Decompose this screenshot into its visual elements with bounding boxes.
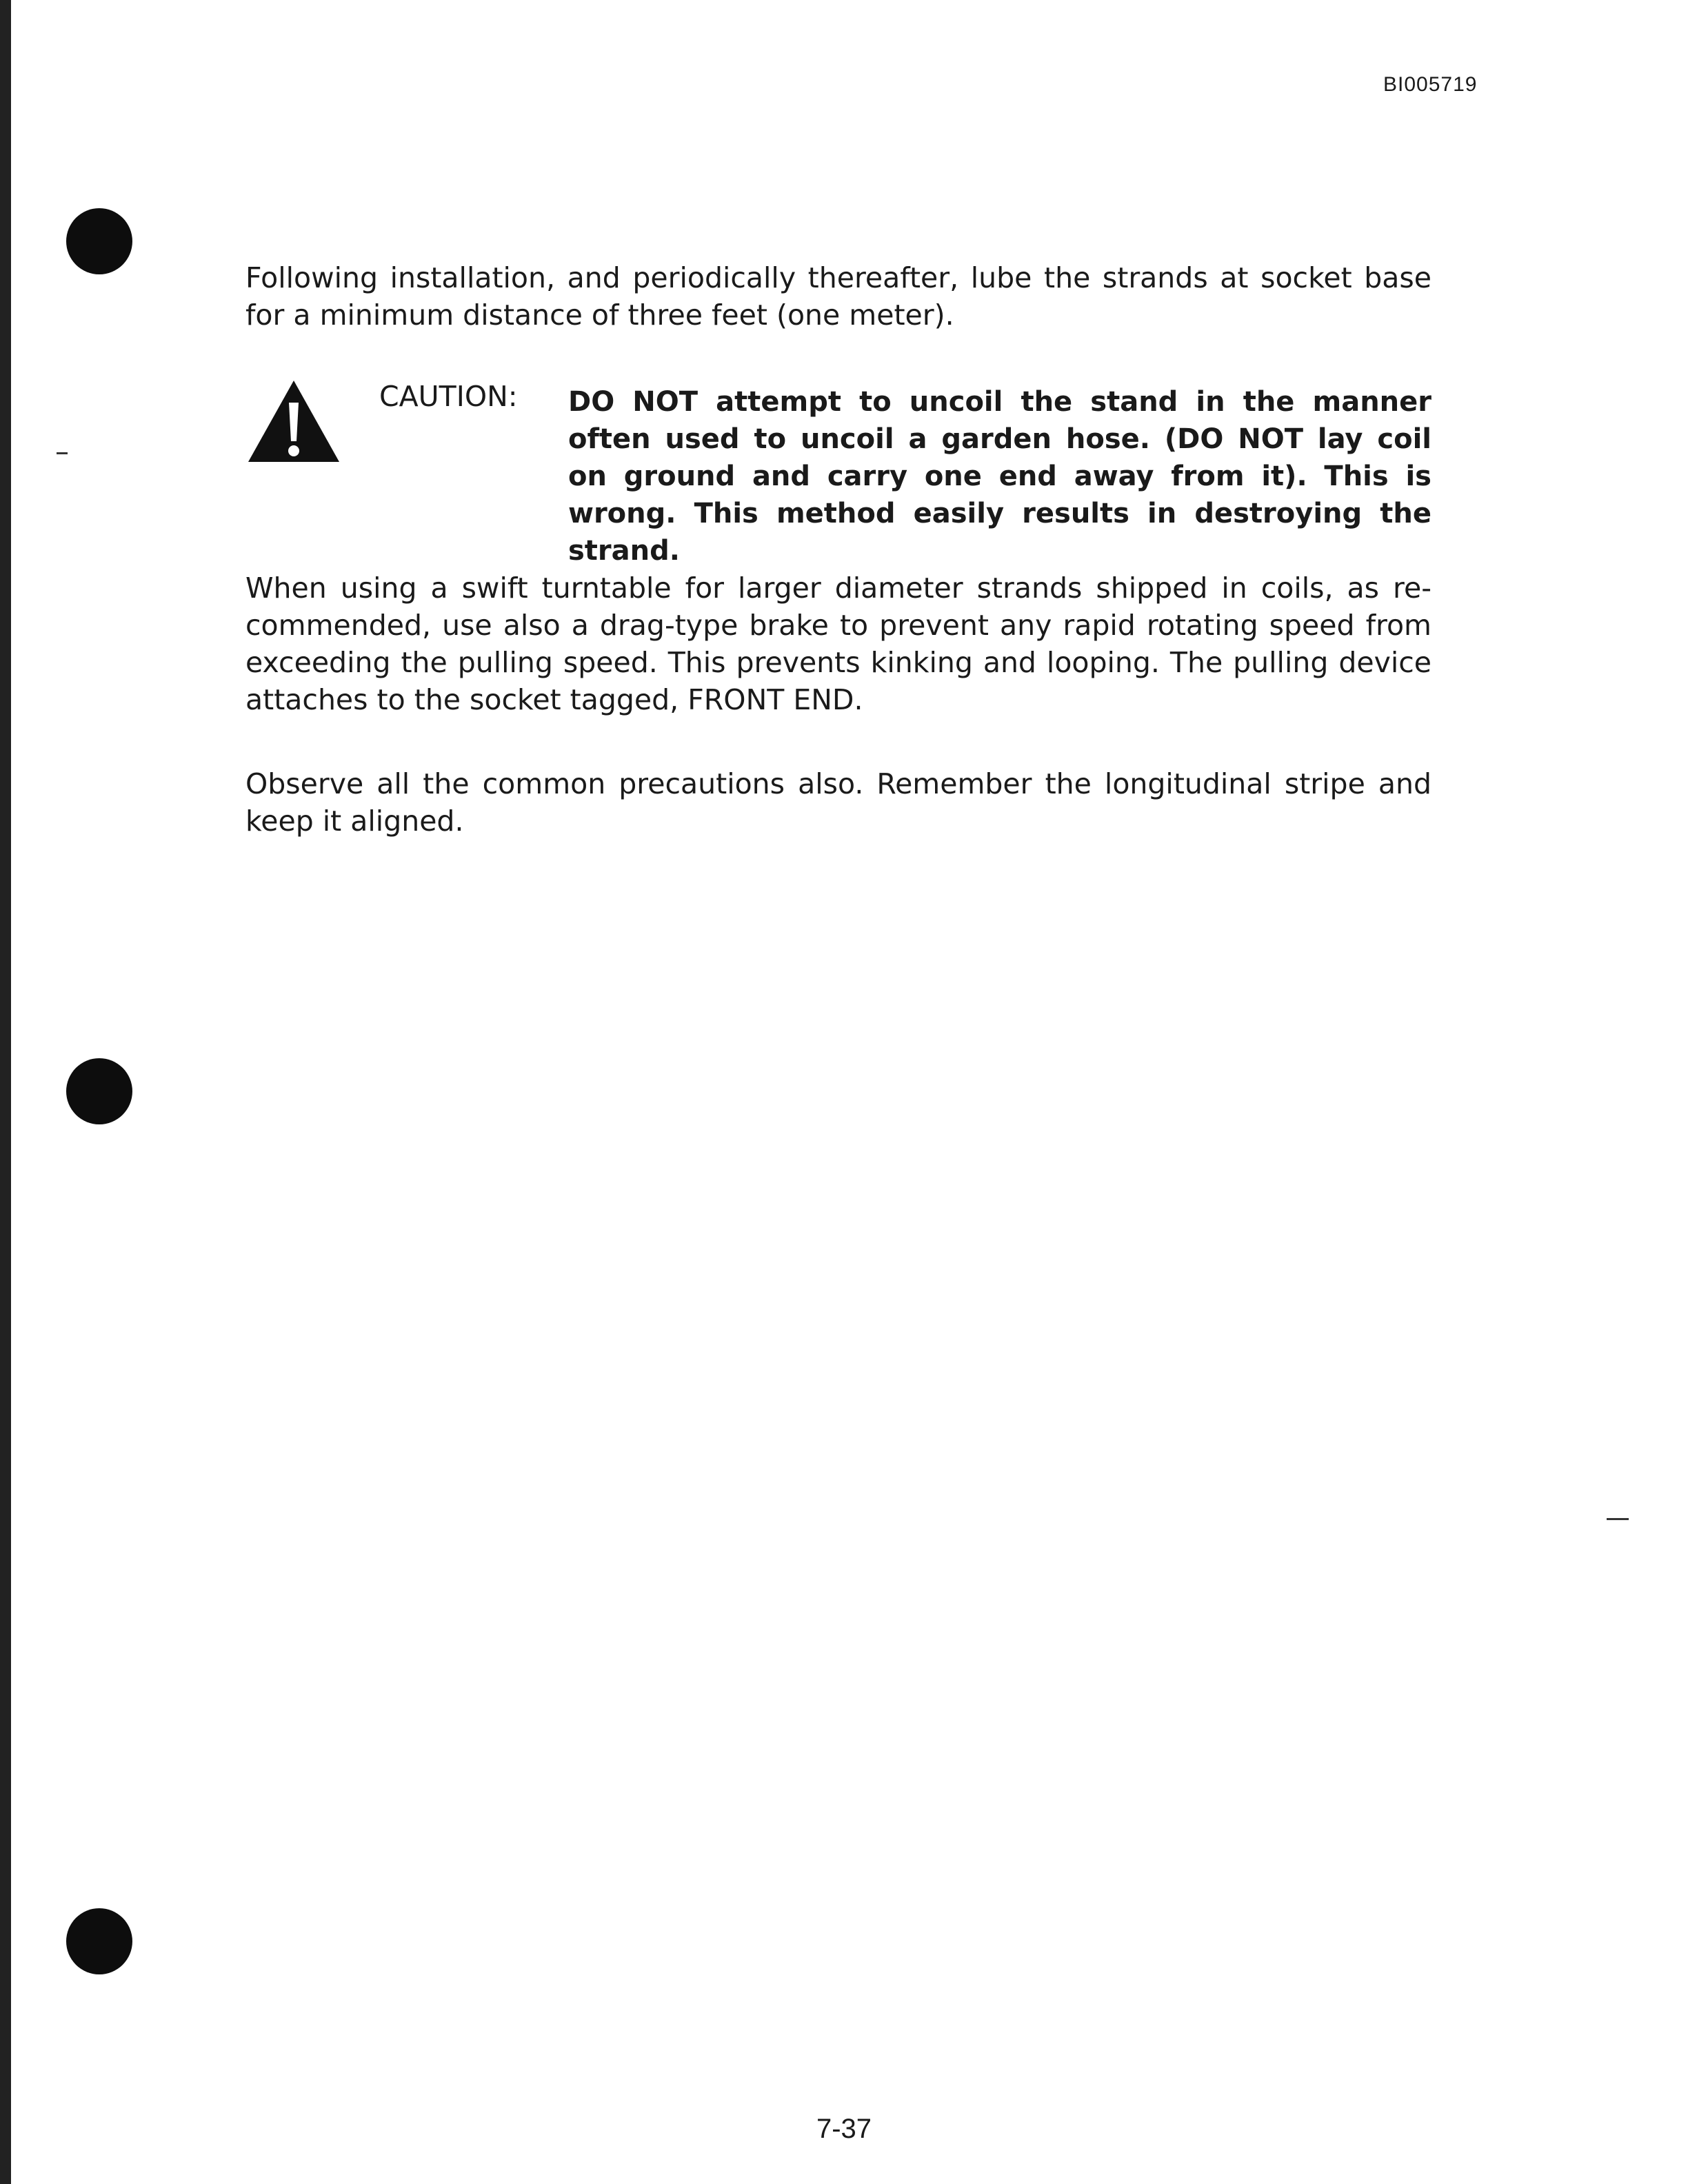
page-number: 7-37 — [816, 2114, 872, 2144]
binder-hole-top — [66, 208, 132, 274]
binder-hole-middle — [66, 1058, 132, 1124]
paragraph-turntable: When using a swift turntable for larger diameter strands shipped in coils, as re-commended, use also a drag-type brake to prevent any rapid rotating speed from exceeding the pulling speed. This prevents kinking and looping. The pulling device attaches to the socket tagged, FRONT END. — [245, 572, 1431, 716]
binder-hole-bottom — [66, 1908, 132, 1974]
paragraph-precautions: Observe all the common precautions also. Remember the longitudinal stripe and keep it aligned. — [245, 767, 1431, 838]
caution-text: DO NOT attempt to uncoil the stand in the manner often used to uncoil a garden hose. (DO NOT lay coil on ground and carry one end away from it). This is wrong. This method easily results in destroying the strand. — [568, 386, 1431, 567]
warning-triangle-icon — [245, 378, 342, 467]
document-id: BI005719 — [1383, 73, 1478, 96]
caution-label: CAUTION: — [379, 380, 518, 413]
scan-mark — [1607, 1518, 1629, 1520]
paragraph-lubrication: Following installation, and periodically thereafter, lube the strands at socket base for a minimum distance of three feet (one meter). — [245, 261, 1431, 332]
scan-left-edge — [0, 0, 11, 2184]
scan-mark — [57, 452, 68, 454]
